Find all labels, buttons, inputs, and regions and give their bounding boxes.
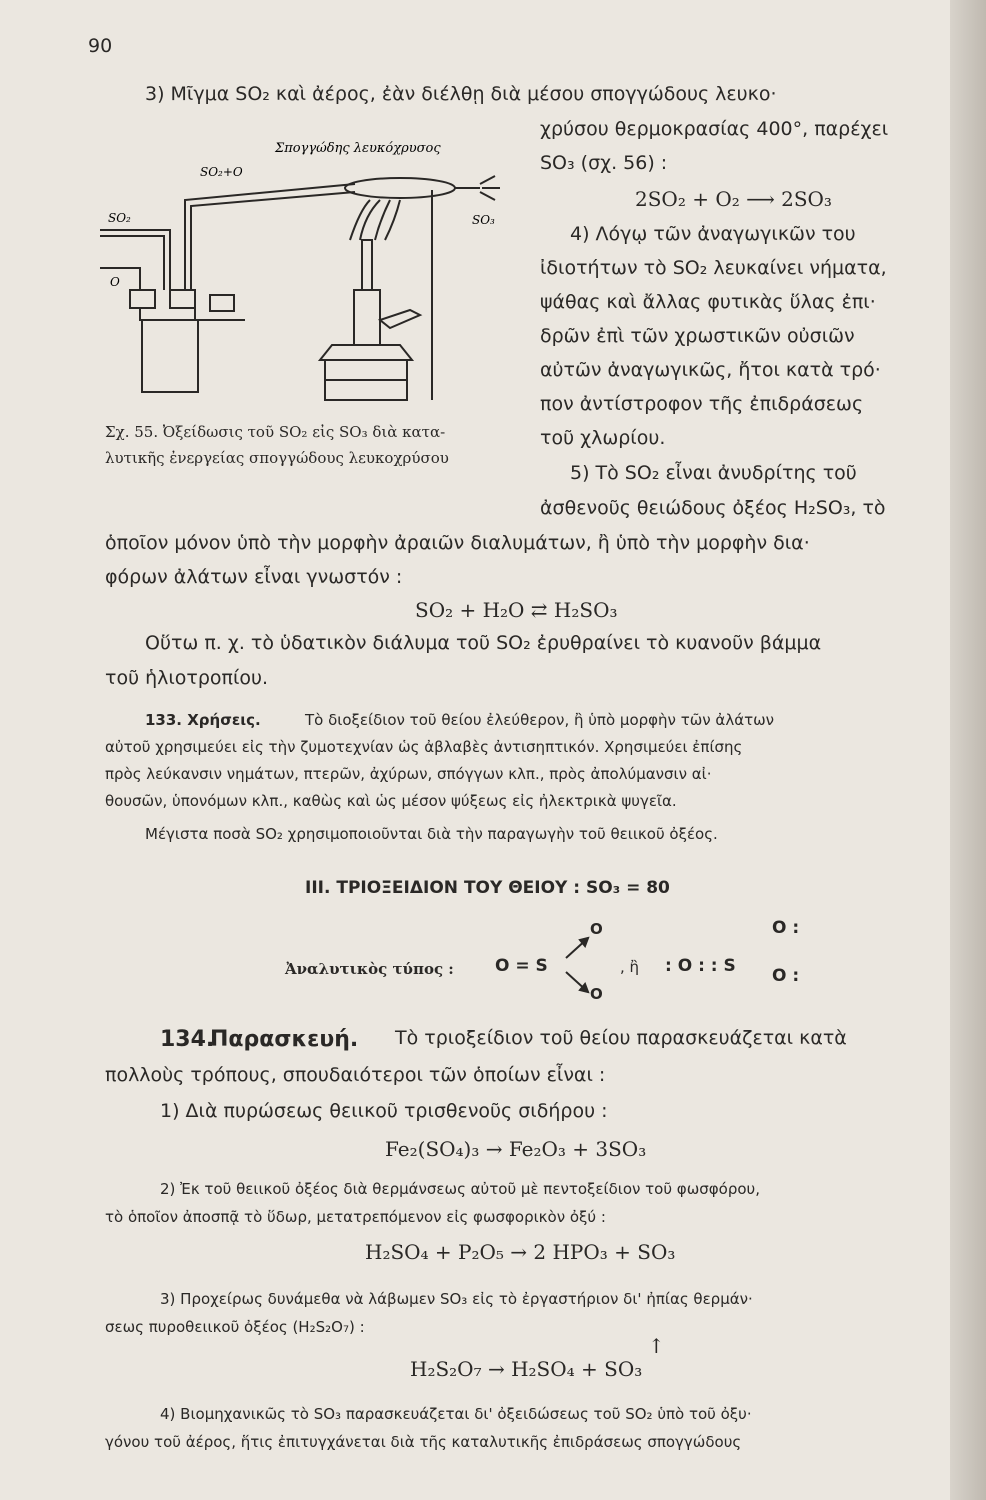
paragraph-5-line-4: φόρων ἀλάτων εἶναι γνωστόν : bbox=[105, 566, 403, 588]
section-134-heading: Παρασκευή. bbox=[210, 1027, 359, 1052]
figure-caption-line-1: Σχ. 55. Ὀξείδωσις τοῦ SO₂ εἰς SO₃ διὰ κατα- bbox=[105, 423, 446, 441]
gas-evolution-arrow: ↑ bbox=[648, 1334, 665, 1358]
paragraph-3-line-3: SO₃ (σχ. 56) : bbox=[540, 152, 668, 174]
method-2-line-2: τὸ ὁποῖον ἀποσπᾷ τὸ ὕδωρ, μετατρεπόμενον εἰς φωσφορικὸν ὀξύ : bbox=[105, 1208, 606, 1226]
figure-label-so2-o: SO₂+O bbox=[200, 165, 243, 179]
equation-sulfurous-acid: SO₂ + H₂O ⇄ H₂SO₃ bbox=[415, 598, 618, 622]
paragraph-4-line-5: αὐτῶν ἀναγωγικῶς, ἤτοι κατὰ τρό· bbox=[540, 359, 881, 381]
method-4-line-2: γόνου τοῦ ἀέρος, ἥτις ἐπιτυγχάνεται διὰ τῆς καταλυτικῆς ἐπιδράσεως σπογγώδους bbox=[105, 1433, 742, 1451]
section-133-heading: 133. Χρήσεις. bbox=[145, 711, 261, 729]
formula-o-equals-s: O = S bbox=[495, 956, 548, 976]
formula-label: Ἀναλυτικὸς τύπος : bbox=[285, 960, 454, 978]
paragraph-4-line-2: ἰδιοτήτων τὸ SO₂ λευκαίνει νήματα, bbox=[540, 257, 887, 279]
section-133-line-4: θουσῶν, ὑπονόμων κλπ., καθὼς καὶ ὡς μέσον ψύξεως εἰς ἠλεκτρικὰ ψυγεῖα. bbox=[105, 792, 677, 810]
section-134-line-2: πολλοὺς τρόπους, σπουδαιότεροι τῶν ὁποίων εἶναι : bbox=[105, 1064, 606, 1086]
paragraph-4-line-6: πον ἀντίστροφον τῆς ἐπιδράσεως bbox=[540, 393, 864, 415]
paragraph-5-line-2: ἀσθενοῦς θειώδους ὀξέος H₂SO₃, τὸ bbox=[540, 497, 886, 519]
section-134-line-1: Τὸ τριοξείδιον τοῦ θείου παρασκευάζεται κατὰ bbox=[395, 1027, 847, 1049]
formula-o-bottom: O bbox=[590, 985, 603, 1003]
paragraph-3-line-2: χρύσου θερμοκρασίας 400°, παρέχει bbox=[540, 118, 889, 140]
paragraph-4-line-4: δρῶν ἐπὶ τῶν χρωστικῶν οὐσιῶν bbox=[540, 325, 855, 347]
formula-o-top: O bbox=[590, 920, 603, 938]
section-133-line-5: Μέγιστα ποσὰ SO₂ χρησιμοποιοῦνται διὰ τὴν παραγωγὴν τοῦ θειικοῦ ὀξέος. bbox=[145, 825, 718, 843]
figure-label-catalyst: Σπογγώδης λευκόχρυσος bbox=[275, 141, 441, 156]
paragraph-5-line-1: 5) Τὸ SO₂ εἶναι ἀνυδρίτης τοῦ bbox=[570, 462, 857, 484]
paragraph-6-line-1: Οὕτω π. χ. τὸ ὑδατικὸν διάλυμα τοῦ SO₂ ἐρυθραίνει τὸ κυανοῦν βάμμα bbox=[145, 632, 822, 654]
figure-label-o: O bbox=[110, 275, 120, 289]
section-133-line-3: πρὸς λεύκανσιν νημάτων, πτερῶν, ἀχύρων, σπόγγων κλπ., πρὸς ἀπολύμανσιν αἰ· bbox=[105, 765, 712, 783]
figure-label-so3: SO₃ bbox=[472, 213, 495, 227]
electron-formula-o2: O : bbox=[772, 966, 800, 986]
page-edge bbox=[950, 0, 986, 1500]
figure-apparatus bbox=[100, 140, 540, 410]
formula-bond-arrows bbox=[562, 930, 596, 1000]
method-4-line-1: 4) Βιομηχανικῶς τὸ SO₃ παρασκευάζεται δι' ὀξειδώσεως τοῦ SO₂ ὑπὸ τοῦ ὀξυ· bbox=[160, 1405, 752, 1423]
figure-caption-line-2: λυτικῆς ἐνεργείας σπογγώδους λευκοχρύσου bbox=[105, 449, 449, 467]
page-number: 90 bbox=[88, 35, 113, 57]
method-3-line-1: 3) Προχείρως δυνάμεθα νὰ λάβωμεν SO₃ εἰς τὸ ἐργαστήριον δι' ἠπίας θερμάν· bbox=[160, 1290, 753, 1308]
electron-formula-o1: O : bbox=[772, 918, 800, 938]
electron-formula-left: : O : : S bbox=[665, 956, 736, 976]
equation-iron-sulfate: Fe₂(SO₄)₃ → Fe₂O₃ + 3SO₃ bbox=[385, 1137, 647, 1161]
paragraph-5-line-3: ὁποῖον μόνον ὑπὸ τὴν μορφὴν ἀραιῶν διαλυμάτων, ἢ ὑπὸ τὴν μορφὴν δια· bbox=[105, 532, 810, 554]
equation-pyrosulfuric-acid: H₂S₂O₇ → H₂SO₄ + SO₃ bbox=[410, 1357, 643, 1381]
paragraph-3-line-1: 3) Μῖγμα SO₂ καὶ ἀέρος, ἐὰν διέλθῃ διὰ μέσου σπογγώδους λευκο· bbox=[145, 83, 777, 105]
section-iii-title: III. ΤΡΙΟΞΕΙΔΙΟΝ ΤΟΥ ΘΕΙΟΥ : SO₃ = 80 bbox=[305, 878, 670, 898]
paragraph-6-line-2: τοῦ ἡλιοτροπίου. bbox=[105, 667, 269, 689]
method-3-line-2: σεως πυροθειικοῦ ὀξέος (H₂S₂O₇) : bbox=[105, 1318, 365, 1336]
paragraph-4-line-1: 4) Λόγῳ τῶν ἀναγωγικῶν του bbox=[570, 223, 856, 245]
equation-so2-oxidation: 2SO₂ + O₂ ⟶ 2SO₃ bbox=[635, 187, 832, 211]
paragraph-4-line-7: τοῦ χλωρίου. bbox=[540, 427, 666, 449]
apparatus-drawing bbox=[100, 140, 540, 410]
section-134-number: 134. bbox=[160, 1027, 215, 1052]
paragraph-4-line-3: ψάθας καὶ ἄλλας φυτικὰς ὕλας ἐπι· bbox=[540, 291, 876, 313]
formula-or: , ἢ bbox=[620, 958, 640, 976]
figure-label-so2: SO₂ bbox=[108, 211, 131, 225]
section-133-line-1: Τὸ διοξείδιον τοῦ θείου ἐλεύθερον, ἢ ὑπὸ μορφὴν τῶν ἀλάτων bbox=[305, 711, 775, 729]
equation-phosphorus-pentoxide: H₂SO₄ + P₂O₅ → 2 HPO₃ + SO₃ bbox=[365, 1240, 676, 1264]
section-133-line-2: αὐτοῦ χρησιμεύει εἰς τὴν ζυμοτεχνίαν ὡς ἀβλαβὲς ἀντισηπτικόν. Χρησιμεύει ἐπίσης bbox=[105, 738, 743, 756]
method-1: 1) Διὰ πυρώσεως θειικοῦ τρισθενοῦς σιδήρου : bbox=[160, 1100, 608, 1122]
method-2-line-1: 2) Ἐκ τοῦ θειικοῦ ὀξέος διὰ θερμάνσεως αὐτοῦ μὲ πεντοξείδιον τοῦ φωσφόρου, bbox=[160, 1180, 760, 1198]
